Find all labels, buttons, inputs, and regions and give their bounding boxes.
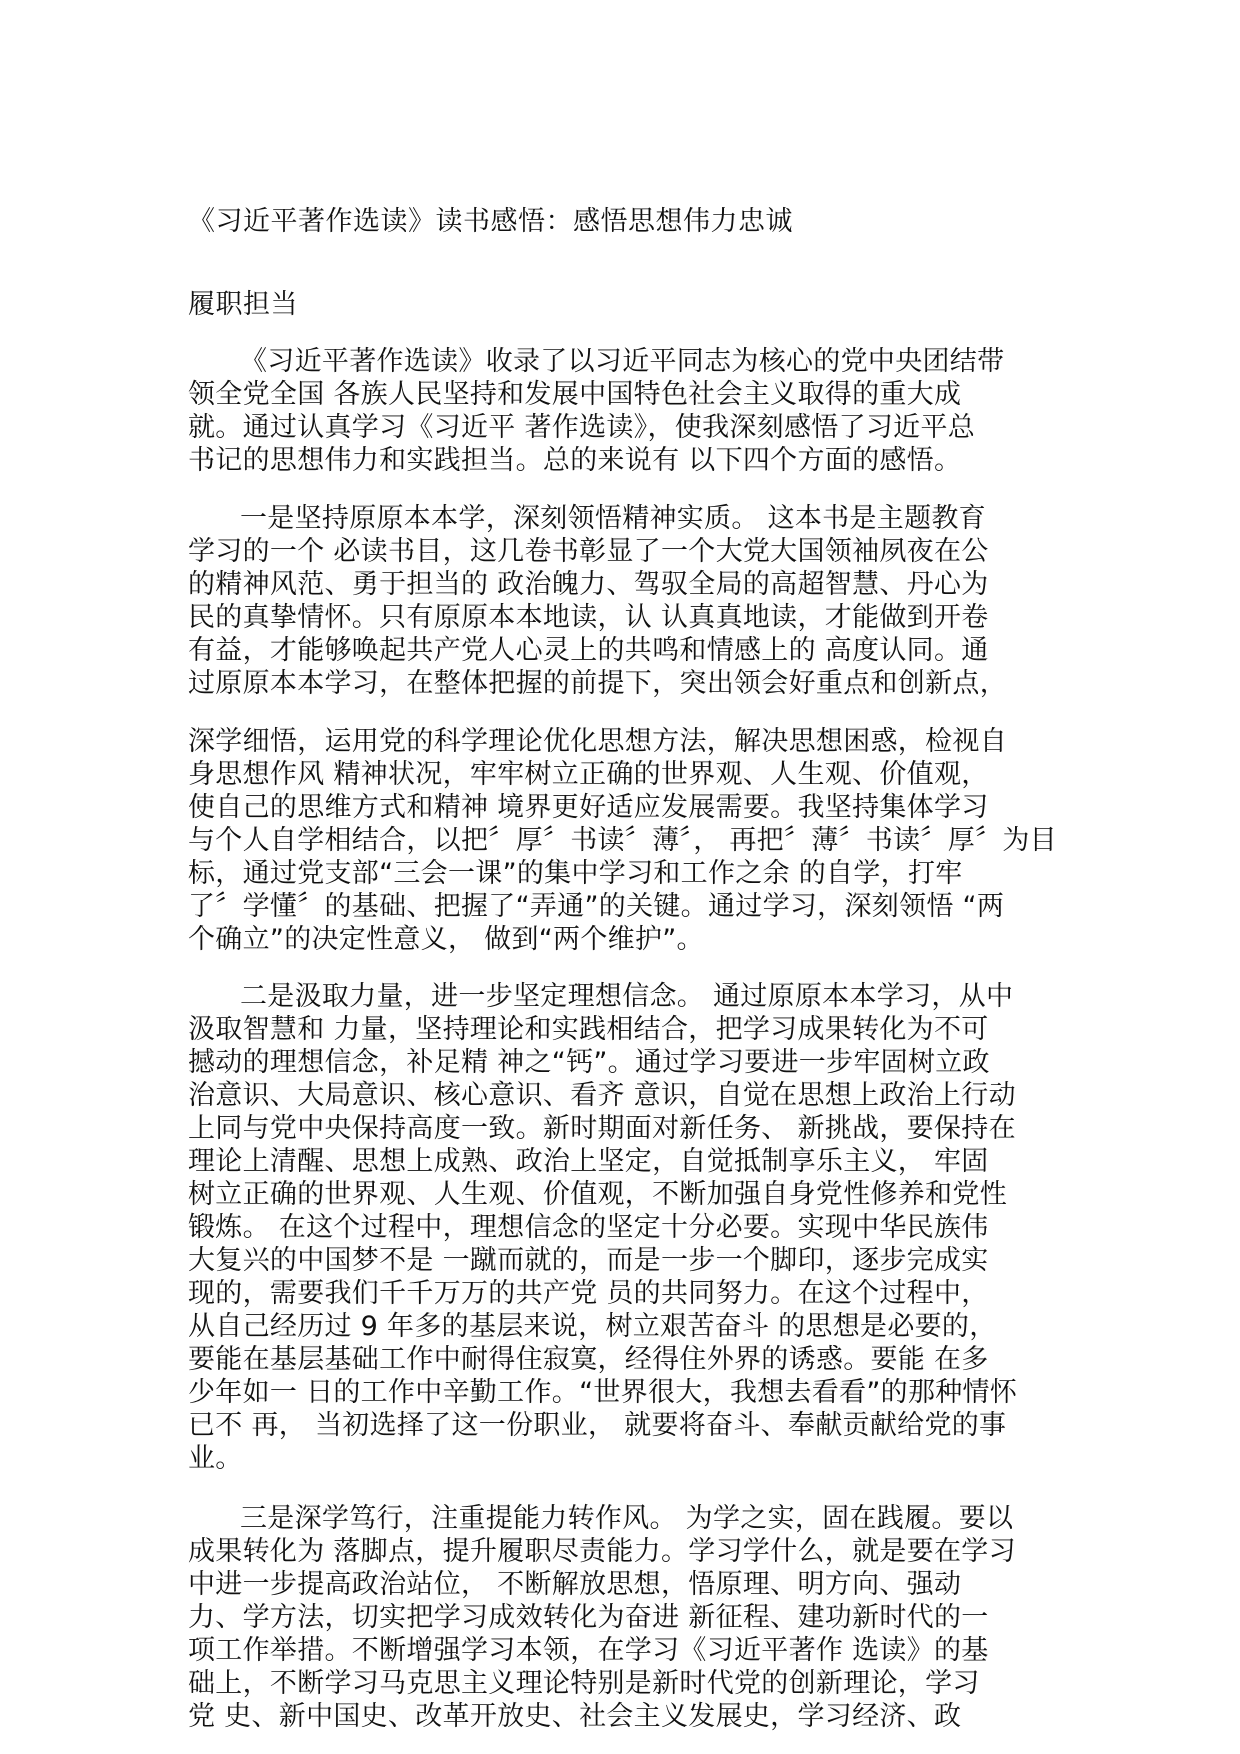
paragraph-point-three	[188, 1502, 1063, 1733]
text-line: 领全党全国 各族人民坚持和发展中国特色社会主义取得的重大成	[188, 379, 962, 410]
text-line: 党 史、新中国史、改革开放史、社会主义发展史，学习经济、政	[188, 1701, 962, 1732]
paragraph-point-one-continued	[188, 725, 1063, 956]
text-line: 理论上清醒、思想上成熟、政治上坚定，自觉抵制享乐主义， 牢固	[188, 1146, 989, 1177]
document-title-line-1: 《习近平著作选读》读书感悟：感悟思想伟力忠诚	[188, 206, 793, 237]
text-line: 过原原本本学习，在整体把握的前提下，突出领会好重点和创新点，	[188, 668, 1007, 699]
text-line: 书记的思想伟力和实践担当。总的来说有 以下四个方面的感悟。	[188, 445, 962, 476]
text-line: 治意识、大局意识、核心意识、看齐 意识，自觉在思想上政治上行动	[188, 1080, 1016, 1111]
text-line: 一是坚持原原本本学，深刻领悟精神实质。 这本书是主题教育	[240, 503, 986, 534]
text-line: 业。	[188, 1443, 243, 1474]
text-line: 了〞学懂〞的基础、把握了“弄通”的关键。通过学习，深刻领悟 “两	[188, 891, 1005, 922]
text-line: 学习的一个 必读书目，这几卷书彰显了一个大党大国领袖夙夜在公	[188, 536, 989, 567]
text-line: 的精神风范、勇于担当的 政治魄力、驾驭全局的高超智慧、丹心为	[188, 569, 989, 600]
text-line: 深学细悟，运用党的科学理论优化思想方法，解决思想困惑，检视自	[188, 726, 1007, 757]
text-line: 汲取智慧和 力量，坚持理论和实践相结合，把学习成果转化为不可	[188, 1014, 989, 1045]
text-line: 现的，需要我们千千万万的共产党 员的共同努力。在这个过程中，	[188, 1278, 989, 1309]
text-line: 从自己经历过 9 年多的基层来说，树立艰苦奋斗 的思想是必要的，	[188, 1311, 997, 1342]
text-line: 就。通过认真学习《习近平 著作选读》，使我深刻感悟了习近平总	[188, 412, 976, 443]
text-line: 标，通过党支部“三会一课”的集中学习和工作之余 的自学，打牢	[188, 858, 963, 889]
paragraph-intro	[188, 345, 1063, 477]
text-line: 少年如一 日的工作中辛勤工作。“世界很大，我想去看看”的那种情怀	[188, 1377, 1018, 1408]
text-line: 中进一步提高政治站位， 不断解放思想，悟原理、明方向、强动	[188, 1569, 962, 1600]
text-line: 项工作举措。不断增强学习本领，在学习《习近平著作 选读》的基	[188, 1635, 989, 1666]
text-line: 撼动的理想信念，补足精 神之“钙”。通过学习要进一步牢固树立政	[188, 1047, 990, 1078]
text-line: 上同与党中央保持高度一致。新时期面对新任务、 新挑战，要保持在	[188, 1113, 1016, 1144]
text-line: 锻炼。 在这个过程中，理想信念的坚定十分必要。实现中华民族伟	[188, 1212, 989, 1243]
text-line: 已不 再， 当初选择了这一份职业， 就要将奋斗、奉献贡献给党的事	[188, 1410, 1007, 1441]
text-line: 三是深学笃行，注重提能力转作风。 为学之实，固在践履。要以	[240, 1503, 1014, 1534]
text-line: 《习近平著作选读》收录了以习近平同志为核心的党中央团结带	[240, 346, 1005, 377]
text-line: 与个人自学相结合，以把〞厚〞书读〞薄〞， 再把〞薄〞书读〞厚〞为目	[188, 825, 1057, 856]
text-line: 树立正确的世界观、人生观、价值观，不断加强自身党性修养和党性	[188, 1179, 1007, 1210]
text-line: 要能在基层基础工作中耐得住寂寞，经得住外界的诱惑。要能 在多	[188, 1344, 989, 1375]
text-line: 大复兴的中国梦不是 一蹴而就的，而是一步一个脚印，逐步完成实	[188, 1245, 989, 1276]
text-line: 个确立”的决定性意义， 做到“两个维护”。	[188, 924, 704, 955]
paragraph-point-one	[188, 502, 1063, 700]
text-line: 使自己的思维方式和精神 境界更好适应发展需要。我坚持集体学习	[188, 792, 989, 823]
text-line: 二是汲取力量，进一步坚定理想信念。 通过原原本本学习，从中	[240, 981, 1014, 1012]
text-line: 身思想作风 精神状况，牢牢树立正确的世界观、人生观、价值观，	[188, 759, 989, 790]
text-line: 有益，才能够唤起共产党人心灵上的共鸣和情感上的 高度认同。通	[188, 635, 989, 666]
text-line: 民的真挚情怀。只有原原本本地读，认 认真真地读，才能做到开卷	[188, 602, 989, 633]
document-title-line-2: 履职担当	[188, 289, 298, 320]
text-line: 力、学方法，切实把学习成效转化为奋进 新征程、建功新时代的一	[188, 1602, 989, 1633]
text-line: 成果转化为 落脚点，提升履职尽责能力。学习学什么，就是要在学习	[188, 1536, 1016, 1567]
text-line: 础上，不断学习马克思主义理论特别是新时代党的创新理论，学习	[188, 1668, 980, 1699]
paragraph-point-two	[188, 980, 1063, 1475]
